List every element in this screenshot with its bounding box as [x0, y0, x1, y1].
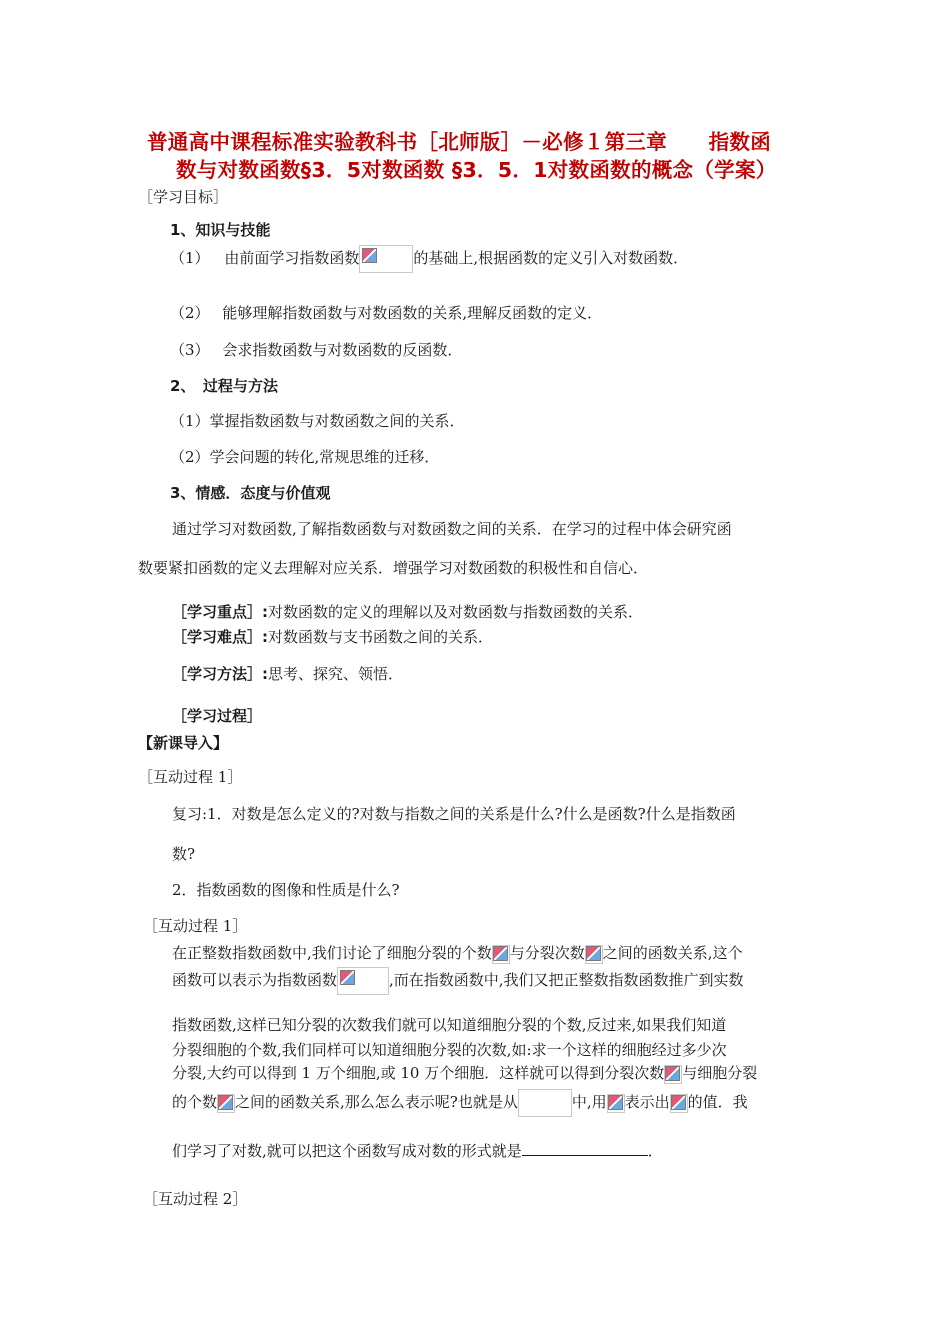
- formula-image: [337, 967, 389, 995]
- formula-image: [664, 1065, 682, 1084]
- interaction-line-6-b: 之间的函数关系,那么怎么表示呢?也就是从: [235, 1093, 518, 1111]
- image-placeholder-icon: [671, 1095, 686, 1110]
- interaction-line-6-e: 的值．我: [687, 1093, 748, 1111]
- document-title-line2: 数与对数函数§3．5对数函数 §3．5．1对数函数的概念（学案）: [176, 158, 777, 182]
- process-header: ［学习过程］: [172, 707, 263, 725]
- formula-image: [359, 245, 413, 273]
- image-placeholder-icon: [218, 1095, 233, 1110]
- interaction-line-7: [172, 1140, 663, 1161]
- key-points-label: ［学习重点］:: [172, 603, 268, 621]
- objective-item-1-text-a: 由前面学习指数函数: [224, 249, 360, 267]
- difficulty-text: 对数函数与支书函数之间的关系．: [268, 628, 494, 646]
- objective-item-2-text: 能够理解指数函数与对数函数的关系,理解反函数的定义．: [222, 304, 603, 322]
- new-lesson-intro: 【新课导入】: [138, 734, 229, 752]
- objective-item-1: [170, 245, 688, 273]
- interaction-line-3: 指数函数,这样已知分裂的次数我们就可以知道细胞分裂的个数,反过来,如果我们知道: [172, 1016, 727, 1034]
- formula-image: [217, 1094, 235, 1113]
- interaction-line-5: [172, 1062, 757, 1084]
- difficulty: [172, 626, 493, 647]
- image-placeholder-icon: [608, 1095, 623, 1110]
- interaction-line-1-b: 与分裂次数: [509, 944, 585, 962]
- interaction-line-6-c: 中,用: [571, 1093, 607, 1111]
- interaction-line-5-b: 与细胞分裂: [682, 1064, 758, 1082]
- objective-item-1-text-b: 的基础上,根据函数的定义引入对数函数．: [413, 249, 689, 267]
- section2-heading: 2、 过程与方法: [170, 377, 278, 395]
- image-placeholder-icon: [665, 1066, 680, 1081]
- section3-heading: 3、情感．态度与价值观: [170, 484, 331, 502]
- interaction-line-6-a: 的个数: [172, 1093, 218, 1111]
- interaction-line-1-c: 之间的函数关系,这个: [602, 944, 743, 962]
- interaction-line-4: 分裂细胞的个数,我们同样可以知道细胞分裂的次数,如:求一个这样的细胞经过多少次: [172, 1041, 727, 1059]
- process-item-1: （1）掌握指数函数与对数函数之间的关系．: [170, 412, 465, 430]
- image-placeholder-icon: [493, 946, 508, 961]
- interaction-line-7-b: ．: [647, 1142, 663, 1160]
- interaction-line-1-a: 在正整数指数函数中,我们讨论了细胞分裂的个数: [172, 944, 492, 962]
- review-line-2: 数?: [172, 845, 196, 863]
- interaction-line-2-a: 函数可以表示为指数函数: [172, 971, 338, 989]
- process-item-2: （2）学会问题的转化,常规思维的迁移．: [170, 448, 440, 466]
- methods-text: 思考、探究、领悟．: [268, 665, 404, 683]
- interaction-line-6: [172, 1089, 748, 1117]
- objective-item-2-num: （2）: [170, 304, 210, 322]
- interaction-line-2: [172, 967, 744, 995]
- methods: [172, 663, 403, 684]
- interaction2-header: ［互动过程 2］: [143, 1190, 248, 1208]
- interaction-line-1: [172, 942, 743, 964]
- image-placeholder-icon: [362, 248, 377, 263]
- interaction1b-header: ［互动过程 1］: [143, 917, 248, 935]
- formula-image: [518, 1089, 572, 1117]
- objectives-header: ［学习目标］: [138, 188, 229, 206]
- key-points-text: 对数函数的定义的理解以及对数函数与指数函数的关系．: [268, 603, 644, 621]
- formula-image: [670, 1094, 688, 1113]
- review-line-1: 复习:1．对数是怎么定义的?对数与指数之间的关系是什么?什么是函数?什么是指数函: [172, 805, 736, 823]
- formula-image: [585, 945, 603, 964]
- section1-heading: 1、知识与技能: [170, 221, 271, 239]
- attitude-paragraph-line2: 数要紧扣函数的定义去理解对应关系．增强学习对数函数的积极性和自信心．: [138, 559, 649, 577]
- attitude-paragraph-line1: 通过学习对数函数,了解指数函数与对数函数之间的关系．在学习的过程中体会研究函: [172, 520, 732, 538]
- review-line-3: 2．指数函数的图像和性质是什么?: [172, 881, 400, 899]
- interaction-line-7-a: 们学习了对数,就可以把这个函数写成对数的形式就是: [172, 1142, 522, 1160]
- interaction-line-6-d: 表示出: [624, 1093, 670, 1111]
- formula-image: [492, 945, 510, 964]
- formula-image: [607, 1094, 625, 1113]
- objective-item-3-num: （3）: [170, 341, 210, 359]
- objective-item-1-num: （1）: [170, 249, 210, 267]
- methods-label: ［学习方法］:: [172, 665, 268, 683]
- objective-item-3: [170, 339, 462, 360]
- objective-item-3-text: 会求指数函数与对数函数的反函数．: [222, 341, 463, 359]
- interaction-line-2-b: ,而在指数函数中,我们又把正整数指数函数推广到实数: [389, 971, 744, 989]
- key-points: [172, 601, 643, 622]
- interaction-line-5-a: 分裂,大约可以得到 1 万个细胞,或 10 万个细胞．这样就可以得到分裂次数: [172, 1064, 665, 1082]
- image-placeholder-icon: [586, 946, 601, 961]
- image-placeholder-icon: [340, 970, 355, 985]
- interaction1-header: ［互动过程 1］: [138, 768, 243, 786]
- objective-item-2: [170, 302, 602, 323]
- document-title-line1: 普通高中课程标准实验教科书［北师版］－必修１第三章 指数函: [147, 130, 771, 154]
- answer-blank[interactable]: [522, 1141, 648, 1156]
- difficulty-label: ［学习难点］:: [172, 628, 268, 646]
